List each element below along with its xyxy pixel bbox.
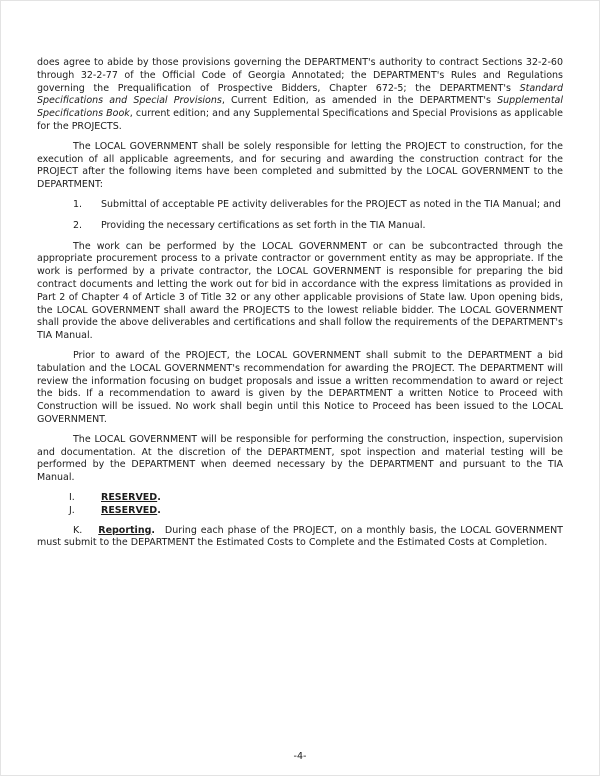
- text-run: , Current Edition, as amended in the DEPARTMENT's: [221, 95, 498, 107]
- reserved-item-j: [37, 505, 563, 518]
- text-run: does agree to abide by those provisions governing the DEPARTMENT's authority to contract Sections 32-2-60 through 32-2-77 of the Official Code of Georgia Annotated; the DEPARTMENT's Rules and Regulations governing the Prequalification of Prospective Bidders, Chapter 672-5; the DEPARTMENT's: [37, 57, 563, 94]
- reserved-label: RESERVED: [101, 491, 158, 503]
- paragraph-provisions: [37, 57, 563, 134]
- list-text: Providing the necessary certifications as set forth in the TIA Manual.: [101, 219, 426, 231]
- paragraph-prior-to-award: Prior to award of the PROJECT, the LOCAL GOVERNMENT shall submit to the DEPARTMENT a bid tabulation and the LOCAL GOVERNMENT's recommendation for awarding the PROJECT. The DEPARTMENT will review the information focusing on budget proposals and issue a written recommendation to award or reject the bids. If a recommendation to award is given by the DEPARTMENT a written Notice to Proceed with Construction will be issued. No work shall begin until this Notice to Proceed has been issued to the LOCAL GOVERNMENT.: [37, 349, 563, 425]
- reserved-item-i: [37, 492, 563, 505]
- roman-numeral: I.: [69, 491, 75, 503]
- paragraph-letting-project: The LOCAL GOVERNMENT shall be solely responsible for letting the PROJECT to construction, for the execution of all applicable agreements, and for securing and awarding the construction contract for the PROJECT after the following items have been completed and submitted by the LOCAL GOVERNMENT to the DEPARTMENT:: [37, 140, 563, 191]
- list-text: Submittal of acceptable PE activity deliverables for the PROJECT as noted in the TIA Manual; and: [101, 198, 561, 210]
- list-number: 2.: [73, 219, 83, 231]
- reserved-period: .: [157, 504, 161, 516]
- paragraph-construction-inspection: The LOCAL GOVERNMENT will be responsible for performing the construction, inspection, supervision and documentation. At the discretion of the DEPARTMENT, spot inspection and material testing will be performed by the DEPARTMENT when deemed necessary by the DEPARTMENT and pursuant to the TIA Manual.: [37, 433, 563, 484]
- paragraph-reporting: [37, 525, 563, 551]
- reporting-period: .: [151, 524, 155, 536]
- list-number: 1.: [73, 198, 83, 210]
- reserved-period: .: [157, 491, 161, 503]
- text-run: , current edition; and any Supplemental Specifications and Special Provisions as applicable for the PROJECTS.: [37, 108, 563, 132]
- list-item-2: [37, 220, 563, 233]
- list-item-1: [37, 199, 563, 212]
- reserved-label: RESERVED: [101, 504, 158, 516]
- page-number: -4-: [293, 751, 307, 763]
- paragraph-work-performed: The work can be performed by the LOCAL GOVERNMENT or can be subcontracted through the appropriate procurement process to a private contractor or government entity as may be appropriate. If the work is performed by a private contractor, the LOCAL GOVERNMENT is responsible for preparing the bid contract documents and letting the work out for bid in accordance with the express limitations as provided in Part 2 of Chapter 4 of Article 3 of Title 32 or any other applicable provisions of State law. Upon opening bids, the LOCAL GOVERNMENT shall award the PROJECTS to the lowest reliable bidder. The LOCAL GOVERNMENT shall provide the above deliverables and certifications and shall follow the requirements of the DEPARTMENT's TIA Manual.: [37, 240, 563, 342]
- italic-title-standard-specifications: Standard Specifications and Special Provisions: [37, 82, 563, 107]
- page-body: [1, 1, 599, 550]
- text-run: During each phase of the PROJECT, on a monthly basis, the LOCAL GOVERNMENT must submit to the DEPARTMENT the Estimated Costs to Complete and the Estimated Costs at Completion.: [37, 524, 563, 549]
- italic-title-supplemental-specifications-book: Supplemental Specifications Book: [37, 95, 564, 120]
- reporting-label: Reporting: [98, 524, 152, 536]
- roman-numeral: J.: [69, 504, 75, 516]
- roman-numeral: K.: [73, 524, 83, 536]
